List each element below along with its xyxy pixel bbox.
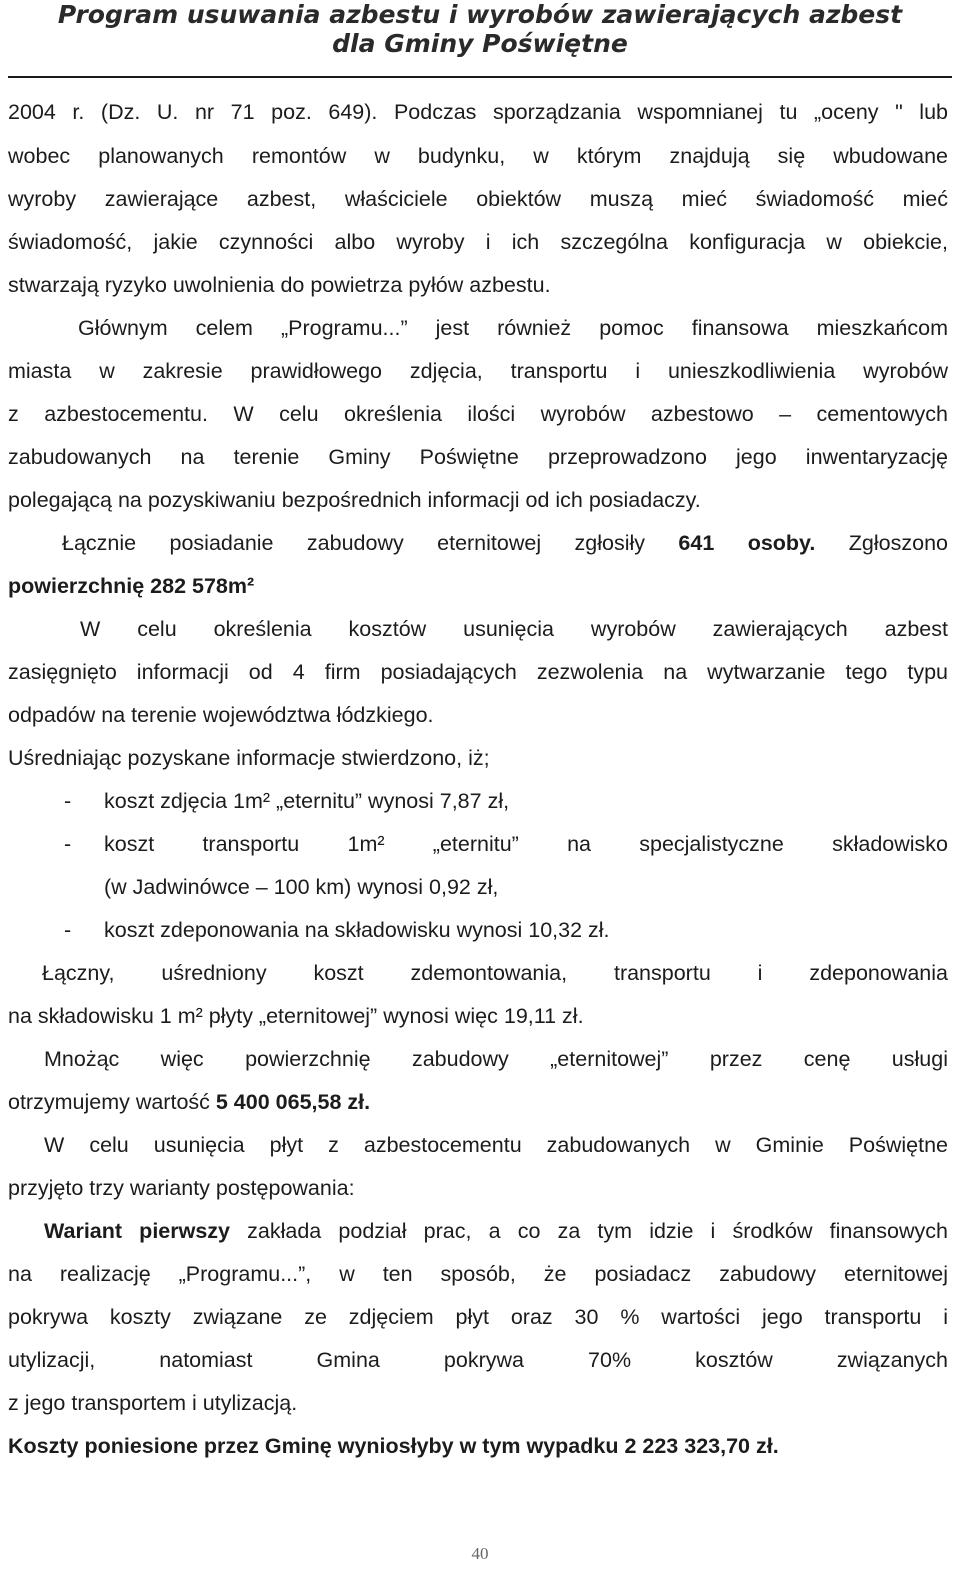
text-line-total-value: otrzymujemy wartość 5 400 065,58 zł. — [8, 1090, 371, 1114]
municipality-cost-summary: Koszty poniesione przez Gminę wyniosłyby w tym wypadku 2 223 323,70 zł. — [8, 1434, 779, 1458]
cost-list-item: - koszt transportu 1m² „eternitu” na specjalistyczne składowisko — [0, 829, 960, 859]
list-dash: - — [64, 918, 72, 942]
text-line: świadomość, jakie czynności albo wyroby i ich szczególna konfiguracja w obiekcie, — [8, 230, 948, 254]
list-dash: - — [64, 789, 72, 813]
text-line: W celu usunięcia płyt z azbestocementu zabudowanych w Gminie Poświętne — [44, 1133, 948, 1157]
header-title-line-1: Program usuwania azbestu i wyrobów zawierających azbest — [57, 0, 903, 29]
page-number: 40 — [471, 1544, 489, 1563]
text-line: na realizację „Programu...”, w ten sposób, że posiadacz zabudowy eternitowej — [8, 1262, 948, 1286]
text-line-total-applicants: Łącznie posiadanie zabudowy eternitowej zgłosiły 641 osoby. Zgłoszono — [62, 531, 948, 555]
text-line: 2004 r. (Dz. U. nr 71 poz. 649). Podczas sporządzania wspomnianej tu „oceny " lub — [8, 100, 948, 124]
text-line: zasięgnięto informacji od 4 firm posiadających zezwolenia na wytwarzanie tego typu — [8, 660, 948, 684]
text-line: Głównym celem „Programu...” jest również pomoc finansowa mieszkańcom — [78, 316, 948, 340]
text-line: utylizacji, natomiast Gmina pokrywa 70% kosztów związanych — [8, 1348, 948, 1372]
text-line-variant-one: Wariant pierwszy zakłada podział prac, a co za tym idzie i środków finansowych — [44, 1219, 948, 1243]
text-line: pokrywa koszty związane ze zdjęciem płyt oraz 30 % wartości jego transportu i — [8, 1305, 948, 1329]
cost-list-item: - koszt zdeponowania na składowisku wynosi 10,32 zł. — [0, 915, 960, 945]
text-line: wyroby zawierające azbest, właściciele obiektów muszą mieć świadomość mieć — [8, 187, 948, 211]
text-line: Łączny, uśredniony koszt zdemontowania, transportu i zdeponowania — [42, 961, 948, 985]
text-line: stwarzają ryzyko uwolnienia do powietrza pyłów azbestu. — [8, 273, 551, 297]
text-line: polegającą na pozyskiwaniu bezpośrednich informacji od ich posiadaczy. — [8, 488, 701, 512]
text-line: przyjęto trzy warianty postępowania: — [8, 1176, 355, 1200]
text-line: na składowisku 1 m² płyty „eternitowej” wynosi więc 19,11 zł. — [8, 1004, 584, 1028]
text-line: z azbestocementu. W celu określenia ilości wyrobów azbestowo – cementowych — [8, 402, 948, 426]
header-rule — [8, 76, 952, 78]
text-line: miasta w zakresie prawidłowego zdjęcia, transportu i unieszkodliwienia wyrobów — [8, 359, 948, 383]
text-line: Mnożąc więc powierzchnię zabudowy „eternitowej” przez cenę usługi — [44, 1047, 948, 1071]
total-area: powierzchnię 282 578m² — [8, 574, 255, 598]
text-line: odpadów na terenie województwa łódzkiego. — [8, 703, 434, 727]
text-line: zabudowanych na terenie Gminy Poświętne przeprowadzono jego inwentaryzację — [8, 445, 948, 469]
text-line: z jego transportem i utylizacją. — [8, 1391, 298, 1415]
text-line: wobec planowanych remontów w budynku, w którym znajdują się wbudowane — [8, 144, 948, 168]
cost-list-item-continuation: (w Jadwinówce – 100 km) wynosi 0,92 zł, — [104, 875, 499, 899]
cost-list-item: - koszt zdjęcia 1m² „eternitu” wynosi 7,87 zł, — [0, 786, 960, 816]
text-line: Uśredniając pozyskane informacje stwierdzono, iż; — [8, 746, 490, 770]
list-dash: - — [64, 832, 72, 856]
header-title-line-2: dla Gminy Poświętne — [332, 29, 628, 58]
text-line: W celu określenia kosztów usunięcia wyrobów zawierających azbest — [80, 617, 948, 641]
